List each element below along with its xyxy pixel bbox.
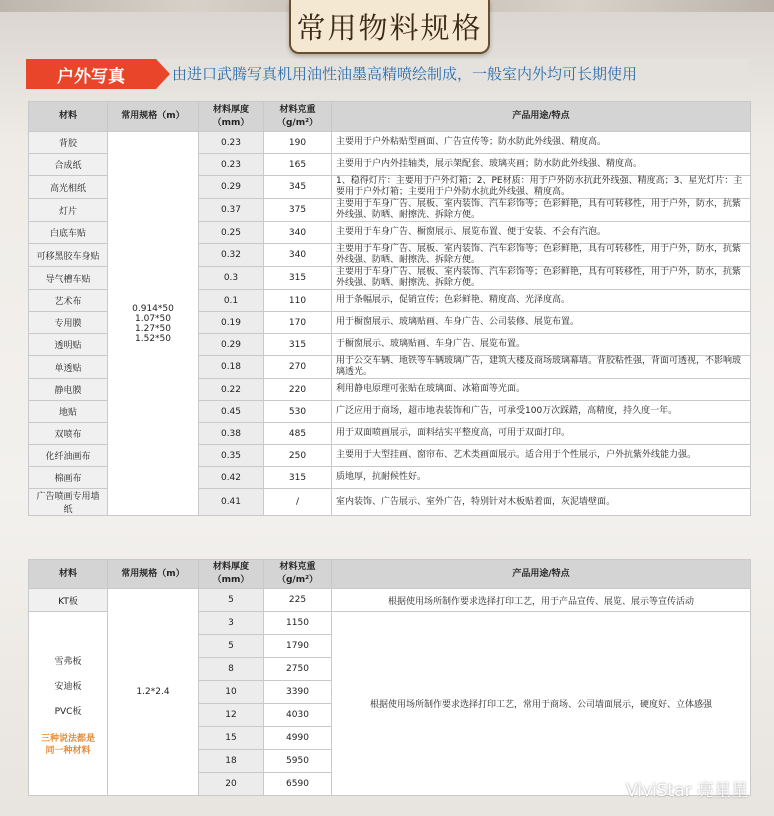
thickness-cell: 0.41	[199, 489, 264, 516]
weight-cell: 3390	[264, 681, 332, 704]
table-row	[29, 589, 751, 612]
weight-cell: 165	[264, 154, 332, 176]
material-name: 静电膜	[29, 379, 108, 401]
weight-cell: 485	[264, 423, 332, 445]
thickness-cell: 3	[199, 612, 264, 635]
header-weight: 材料克重（g/m²）	[264, 560, 332, 589]
usage-cell: 根据使用场所制作要求选择打印工艺，用于产品宣传、展览、展示等宣传活动	[332, 589, 751, 612]
usage-cell: 主要用于车身广告、展板、室内装饰、汽车彩饰等；色彩鲜艳，具有可转移性，用于户外，防水，抗紫外线强、防晒、耐擦洗、拆除方便。	[332, 199, 751, 222]
board-materials-table	[28, 559, 751, 796]
thickness-cell: 0.3	[199, 267, 264, 290]
material-name: 雪弗板	[54, 657, 82, 667]
thickness-cell: 0.18	[199, 356, 264, 379]
header-thickness: 材料厚度（mm）	[199, 560, 264, 589]
usage-cell: 质地厚，抗耐候性好。	[332, 467, 751, 489]
table-row	[29, 132, 751, 154]
usage-cell: 主要用于车身广告、展板、室内装饰、汽车彩饰等；色彩鲜艳，具有可转移性，用于户外，防水，抗紫外线强、防晒、耐擦洗、拆除方便。	[332, 267, 751, 290]
weight-cell: 315	[264, 334, 332, 356]
thickness-cell: 8	[199, 658, 264, 681]
weight-cell: 190	[264, 132, 332, 154]
weight-cell: 270	[264, 356, 332, 379]
thickness-cell: 0.42	[199, 467, 264, 489]
material-name: 导气槽车贴	[29, 267, 108, 290]
table-header-row	[29, 560, 751, 589]
material-name: 透明贴	[29, 334, 108, 356]
weight-cell: 530	[264, 401, 332, 423]
weight-cell: 110	[264, 290, 332, 312]
spec-cell: 1.2*2.4	[108, 589, 199, 796]
material-name: 安迪板	[54, 682, 82, 692]
material-name: 白底车贴	[29, 222, 108, 244]
material-name: 广告喷画专用墙纸	[29, 489, 108, 516]
usage-cell: 主要用于大型挂画、窗帘布、艺术类画面展示。适合用于个性展示，户外抗紫外线能力强。	[332, 445, 751, 467]
material-name: 地贴	[29, 401, 108, 423]
thickness-cell: 0.45	[199, 401, 264, 423]
weight-cell: /	[264, 489, 332, 516]
material-name: PVC板	[54, 707, 82, 717]
outdoor-materials-table	[28, 101, 751, 516]
material-name: 背胶	[29, 132, 108, 154]
usage-cell: 用于公交车辆、地铁等车辆玻璃广告，建筑大楼及商场玻璃幕墙。背胶粘性强，背面可透视，不影响玻璃透光。	[332, 356, 751, 379]
weight-cell: 315	[264, 267, 332, 290]
header-usage: 产品用途/特点	[332, 560, 751, 589]
weight-cell: 340	[264, 244, 332, 267]
usage-cell: 根据使用场所制作要求选择打印工艺，常用于商场、公司墙面展示，硬度好、立体感强	[332, 612, 751, 796]
usage-cell: 主要用于车身广告、展板、室内装饰、汽车彩饰等；色彩鲜艳，具有可转移性，用于户外，防水，抗紫外线强、防晒、耐擦洗、拆除方便。	[332, 244, 751, 267]
page-title: 常用物料规格	[289, 0, 490, 54]
thickness-cell: 0.29	[199, 176, 264, 199]
thickness-cell: 0.23	[199, 154, 264, 176]
banner-arrow-icon	[156, 59, 170, 89]
thickness-cell: 0.32	[199, 244, 264, 267]
material-name: 棉画布	[29, 467, 108, 489]
weight-cell: 340	[264, 222, 332, 244]
material-name: 化纤油画布	[29, 445, 108, 467]
thickness-cell: 0.22	[199, 379, 264, 401]
watermark: ViviStar 亮星星	[625, 781, 748, 801]
thickness-cell: 12	[199, 704, 264, 727]
header-weight: 材料克重（g/m²）	[264, 102, 332, 132]
thickness-cell: 10	[199, 681, 264, 704]
usage-cell: 于橱窗展示、玻璃贴画、车身广告、展览布置。	[332, 334, 751, 356]
thickness-cell: 0.29	[199, 334, 264, 356]
banner-tag: 户外写真	[26, 59, 156, 89]
material-name: 专用膜	[29, 312, 108, 334]
weight-cell: 6590	[264, 773, 332, 796]
weight-cell: 225	[264, 589, 332, 612]
thickness-cell: 0.37	[199, 199, 264, 222]
header-spec: 常用规格（m）	[108, 102, 199, 132]
weight-cell: 345	[264, 176, 332, 199]
weight-cell: 1150	[264, 612, 332, 635]
weight-cell: 170	[264, 312, 332, 334]
header-spec: 常用规格（m）	[108, 560, 199, 589]
usage-cell: 用于条幅展示，促销宣传；色彩鲜艳、精度高、光泽度高。	[332, 290, 751, 312]
usage-cell: 利用静电原理可张贴在玻璃面、冰箱面等光面。	[332, 379, 751, 401]
usage-cell: 室内装饰、广告展示、室外广告，特别针对木板贴着面，灰泥墙壁面。	[332, 489, 751, 516]
material-name: 高光相纸	[29, 176, 108, 199]
weight-cell: 315	[264, 467, 332, 489]
thickness-cell: 5	[199, 635, 264, 658]
material-name: 双喷布	[29, 423, 108, 445]
material-note: 三种说法都是 同一种材料	[40, 734, 95, 756]
usage-cell: 主要用于户外粘贴型画面、广告宣传等；防水防此外线强、精度高。	[332, 132, 751, 154]
weight-cell: 220	[264, 379, 332, 401]
thickness-cell: 0.1	[199, 290, 264, 312]
thickness-cell: 0.23	[199, 132, 264, 154]
material-name: KT板	[29, 589, 108, 612]
table-header-row	[29, 102, 751, 132]
weight-cell: 4990	[264, 727, 332, 750]
usage-cell: 广泛应用于商场，超市地表装饰和广告，可承受100万次踩踏，高精度，持久度一年。	[332, 401, 751, 423]
section-banner	[26, 59, 748, 89]
header-material: 材料	[29, 102, 108, 132]
material-name: 合成纸	[29, 154, 108, 176]
thickness-cell: 0.19	[199, 312, 264, 334]
spec-cell: 0.914*50 1.07*50 1.27*50 1.52*50	[108, 132, 199, 516]
thickness-cell: 5	[199, 589, 264, 612]
header-material: 材料	[29, 560, 108, 589]
thickness-cell: 15	[199, 727, 264, 750]
weight-cell: 250	[264, 445, 332, 467]
thickness-cell: 20	[199, 773, 264, 796]
weight-cell: 4030	[264, 704, 332, 727]
weight-cell: 375	[264, 199, 332, 222]
material-names-cell	[29, 612, 108, 796]
usage-cell: 用于橱窗展示、玻璃贴画、车身广告、公司装修、展览布置。	[332, 312, 751, 334]
thickness-cell: 0.35	[199, 445, 264, 467]
weight-cell: 2750	[264, 658, 332, 681]
material-name: 艺术布	[29, 290, 108, 312]
weight-cell: 5950	[264, 750, 332, 773]
material-name: 可移黑胶车身贴	[29, 244, 108, 267]
usage-cell: 用于双面喷画展示，面料结实平整度高，可用于双面打印。	[332, 423, 751, 445]
usage-cell: 主要用于户内外挂轴类，展示架配套、玻璃夹画；防水防此外线强、精度高。	[332, 154, 751, 176]
weight-cell: 1790	[264, 635, 332, 658]
material-name: 单透贴	[29, 356, 108, 379]
thickness-cell: 0.25	[199, 222, 264, 244]
material-name: 灯片	[29, 199, 108, 222]
header-usage: 产品用途/特点	[332, 102, 751, 132]
usage-cell: 主要用于车身广告、橱窗展示、展览布置、便于安装、不会有汽泡。	[332, 222, 751, 244]
thickness-cell: 0.38	[199, 423, 264, 445]
usage-cell: 1、稳得灯片：主要用于户外灯箱；2、PE材质：用于户外防水抗此外线强、精度高；3、星光灯片：主要用于户外灯箱；主要用于户外防水抗此外线强、精度高。	[332, 176, 751, 199]
banner-text: 由进口武腾写真机用油性油墨高精喷绘制成，一般室内外均可长期使用	[172, 65, 638, 83]
header-thickness: 材料厚度（mm）	[199, 102, 264, 132]
thickness-cell: 18	[199, 750, 264, 773]
